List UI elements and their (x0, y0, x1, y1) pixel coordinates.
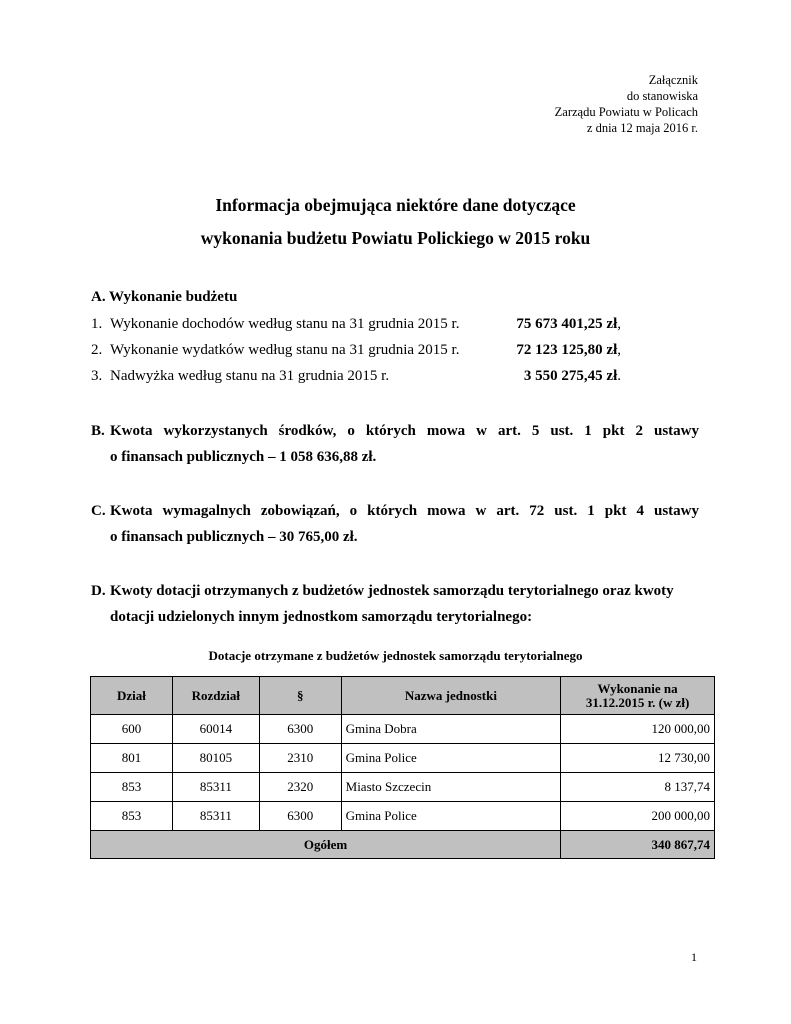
table-row (91, 773, 715, 802)
section-d-line-2: dotacji udzielonych innym jednostkom samorządu terytorialnego: (110, 609, 533, 625)
table-caption: Dotacje otrzymane z budżetów jednostek samorządu terytorialnego (208, 648, 583, 663)
section-text: Kwoty dotacji otrzymanych z budżetów jednostek samorządu terytorialnego oraz kwoty (110, 583, 674, 599)
section-b-line-1 (91, 418, 699, 444)
budget-item-number: 3. (91, 368, 103, 384)
section-b (91, 418, 699, 470)
section-letter: B. (91, 423, 105, 439)
table-row (91, 802, 715, 831)
section-letter: D. (91, 583, 106, 599)
budget-item-suffix: , (617, 342, 621, 358)
budget-item-value: 75 673 401,25 zł (516, 316, 618, 332)
header-nazwa: Nazwa jednostki (341, 677, 561, 715)
document-title-line-2: wykonania budżetu Powiatu Polickiego w 2015 roku (200, 228, 591, 248)
cell-dzial: 801 (91, 744, 173, 773)
attachment-line: z dnia 12 maja 2016 r. (586, 121, 698, 135)
header-paragraph: § (259, 677, 341, 715)
cell-rozdzial: 80105 (172, 744, 259, 773)
cell-dzial: 853 (91, 773, 173, 802)
section-d (91, 578, 699, 630)
table-total-row (91, 831, 715, 859)
section-c (91, 498, 699, 550)
budget-item-value: 3 550 275,45 zł (523, 368, 618, 384)
attachment-note (555, 72, 698, 136)
attachment-line: do stanowiska (626, 89, 698, 103)
cell-rozdzial: 85311 (172, 773, 259, 802)
section-c-line-2: o finansach publicznych – 30 765,00 zł. (110, 529, 358, 545)
cell-nazwa: Gmina Police (341, 802, 561, 831)
budget-item-value: 72 123 125,80 zł (516, 342, 618, 358)
header-wykonanie-line-1: Wykonanie na (597, 680, 678, 696)
budget-item-amount (516, 342, 621, 359)
budget-item (91, 342, 621, 362)
cell-nazwa: Gmina Dobra (341, 715, 561, 744)
cell-wykonanie: 8 137,74 (561, 773, 715, 802)
section-d-line-1 (91, 578, 699, 604)
page-number: 1 (691, 950, 697, 964)
budget-item-number: 1. (91, 316, 103, 332)
table-row (91, 744, 715, 773)
cell-paragraph: 2320 (259, 773, 341, 802)
cell-paragraph: 6300 (259, 802, 341, 831)
budget-item (91, 316, 621, 336)
cell-wykonanie: 120 000,00 (561, 715, 715, 744)
cell-rozdzial: 85311 (172, 802, 259, 831)
table-header-row (91, 677, 715, 715)
header-dzial: Dział (91, 677, 173, 715)
cell-dzial: 600 (91, 715, 173, 744)
header-wykonanie-line-2: 31.12.2015 r. (w zł) (585, 694, 690, 710)
section-letter: C. (91, 503, 106, 519)
grants-table (90, 676, 715, 859)
budget-item-text: Wykonanie wydatków według stanu na 31 grudnia 2015 r. (110, 342, 460, 358)
budget-item-suffix: . (617, 368, 621, 384)
cell-paragraph: 6300 (259, 715, 341, 744)
header-wykonanie (561, 677, 715, 715)
table-row (91, 715, 715, 744)
total-label: Ogółem (91, 831, 561, 859)
budget-item (91, 368, 621, 388)
budget-item-suffix: , (617, 316, 621, 332)
budget-item-amount (516, 316, 621, 333)
document-title-line-1: Informacja obejmująca niektóre dane dotyczące (215, 195, 576, 215)
budget-item-number: 2. (91, 342, 103, 358)
budget-item-text: Nadwyżka według stanu na 31 grudnia 2015 r. (110, 368, 390, 384)
total-value: 340 867,74 (561, 831, 715, 859)
budget-item-text: Wykonanie dochodów według stanu na 31 grudnia 2015 r. (110, 316, 460, 332)
budget-item-amount (524, 368, 621, 385)
cell-nazwa: Miasto Szczecin (341, 773, 561, 802)
cell-wykonanie: 200 000,00 (561, 802, 715, 831)
section-a-heading: A. Wykonanie budżetu (91, 289, 238, 305)
cell-rozdzial: 60014 (172, 715, 259, 744)
cell-dzial: 853 (91, 802, 173, 831)
section-b-line-2: o finansach publicznych – 1 058 636,88 zł. (110, 449, 377, 465)
section-text: Kwota wykorzystanych środków, o których mowa w art. 5 ust. 1 pkt 2 ustawy (110, 423, 699, 439)
attachment-line: Zarządu Powiatu w Policach (554, 105, 698, 119)
cell-nazwa: Gmina Police (341, 744, 561, 773)
section-text: Kwota wymagalnych zobowiązań, o których mowa w art. 72 ust. 1 pkt 4 ustawy (110, 503, 699, 519)
cell-paragraph: 2310 (259, 744, 341, 773)
section-c-line-1 (91, 498, 699, 524)
header-rozdzial: Rozdział (172, 677, 259, 715)
cell-wykonanie: 12 730,00 (561, 744, 715, 773)
attachment-line: Załącznik (648, 73, 698, 87)
